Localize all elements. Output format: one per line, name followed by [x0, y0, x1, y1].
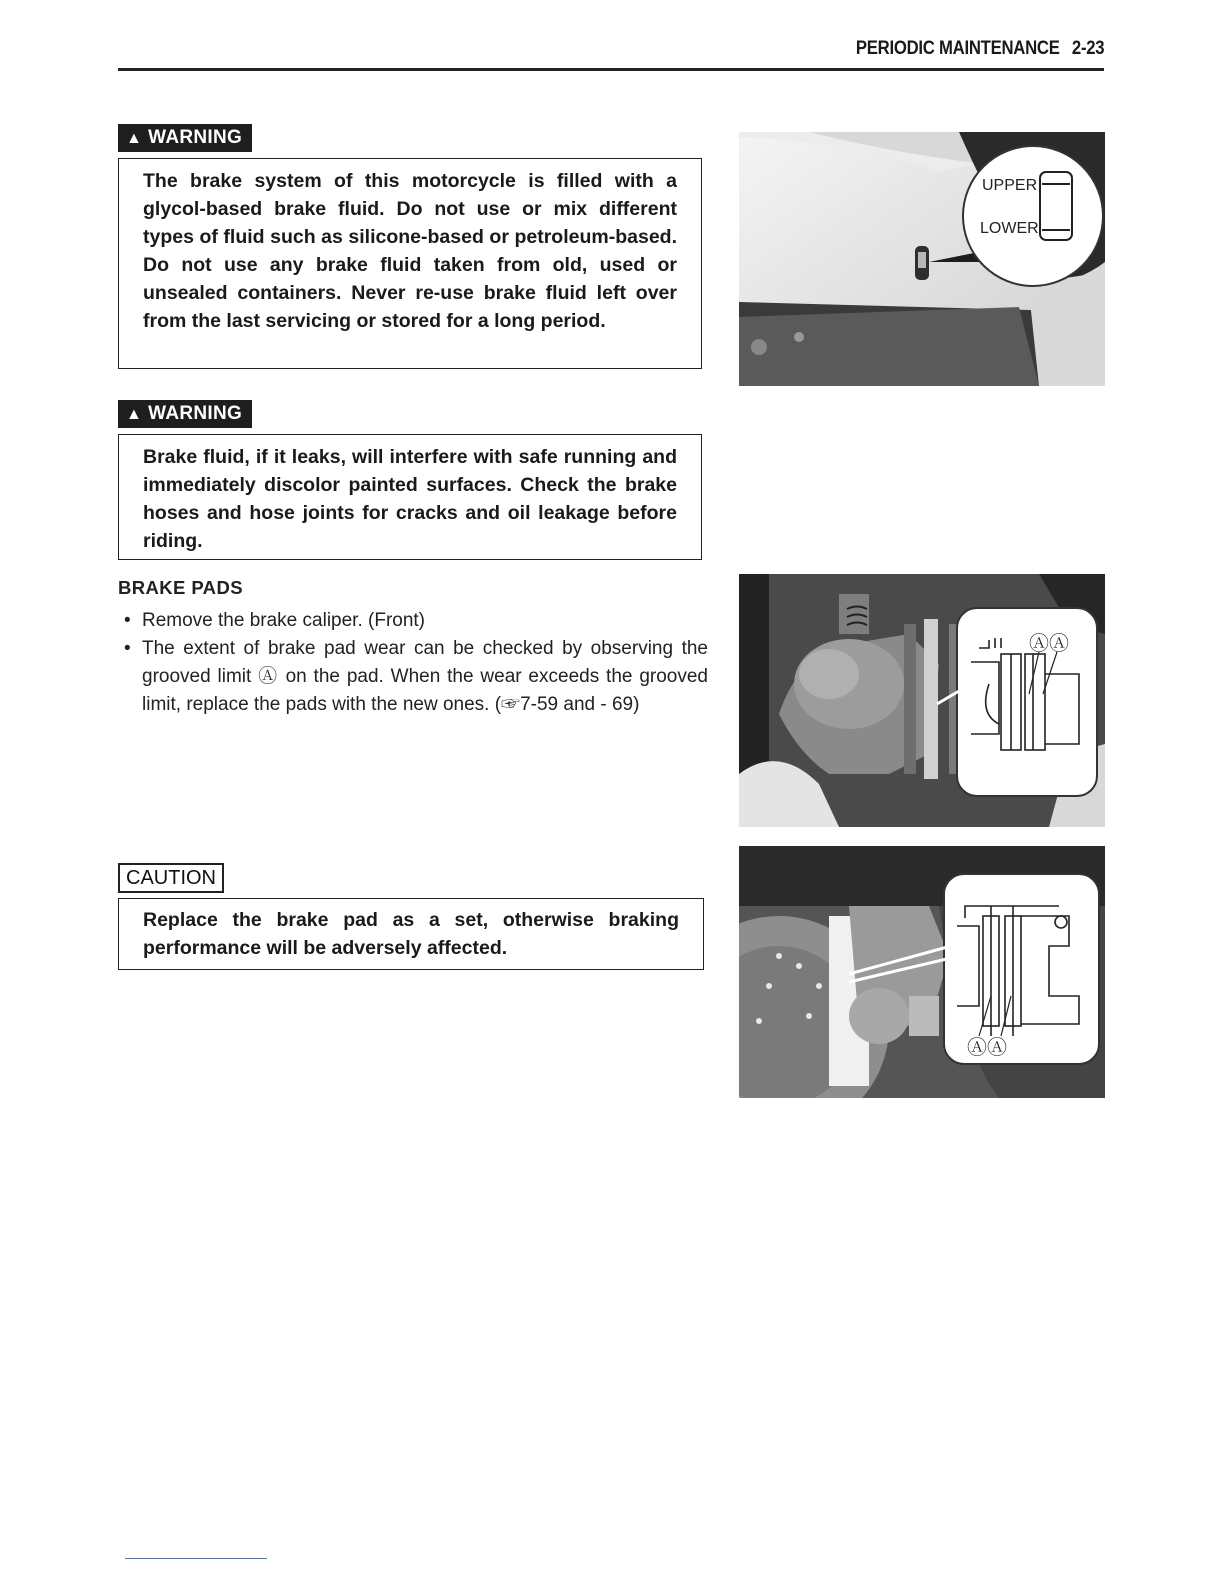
warning-box-1 [118, 158, 702, 369]
bottom-rule [125, 1558, 267, 1559]
list-item-text: The extent of brake pad wear can be checked by observing the grooved limit Ⓐ on the pad. When the wear exceeds the grooved limit, replace the pads with the new ones. (☞7-59 and - 69) [142, 638, 708, 715]
instruction-list [118, 607, 708, 719]
upper-mark: UPPER [982, 177, 1038, 194]
caution-label: CAUTION [118, 863, 224, 893]
caution-text: Replace the brake pad as a set, otherwise braking performance will be adversely affected. [143, 909, 679, 959]
warning-triangle-icon: ▲ [126, 406, 143, 423]
page-number: 2-23 [1071, 38, 1104, 59]
list-item-text: Remove the brake caliper. (Front) [142, 610, 426, 631]
warning-text-2: Brake fluid, if it leaks, will interfere with safe running and immediately discolor painted surfaces. Check the brake hoses and hose joints for cracks and oil leakage before riding. [143, 446, 677, 552]
callout-a-front: ⒶⒶ [1029, 631, 1069, 655]
warning-triangle-icon: ▲ [126, 130, 143, 147]
warning-label-2 [118, 400, 252, 428]
page-header [118, 38, 1104, 71]
section-title: BRAKE PADS [118, 577, 243, 598]
reservoir-photo [739, 132, 1105, 386]
warning-label-text: WARNING [148, 127, 243, 148]
rear-caliper-photo [739, 846, 1105, 1098]
list-item: • The extent of brake pad wear can be checked by observing the grooved limit Ⓐ on the pad. When the wear exceeds the grooved limit, replace the pads with the new ones. (☞7-59 and - 69) [124, 638, 708, 715]
list-item: • Remove the brake caliper. (Front) [124, 610, 426, 631]
caution-box [118, 898, 704, 970]
warning-label-text: WARNING [148, 403, 243, 424]
callout-a-rear: ⒶⒶ [967, 1035, 1007, 1059]
lower-mark: LOWER [980, 220, 1039, 237]
warning-text-1: The brake system of this motorcycle is filled with a glycol-based brake fluid. Do not use or mix different types of fluid such as silicone-based or petroleum-based. Do not use any brake fluid taken from old, used or unsealed containers. Never re-use brake fluid left over from the last servicing or stored for a long period. [143, 170, 677, 332]
warning-label-1 [118, 124, 252, 152]
front-caliper-photo [739, 574, 1105, 827]
warning-box-2 [118, 434, 702, 560]
header-text [856, 38, 1104, 60]
header-section: PERIODIC MAINTENANCE [855, 38, 1060, 59]
